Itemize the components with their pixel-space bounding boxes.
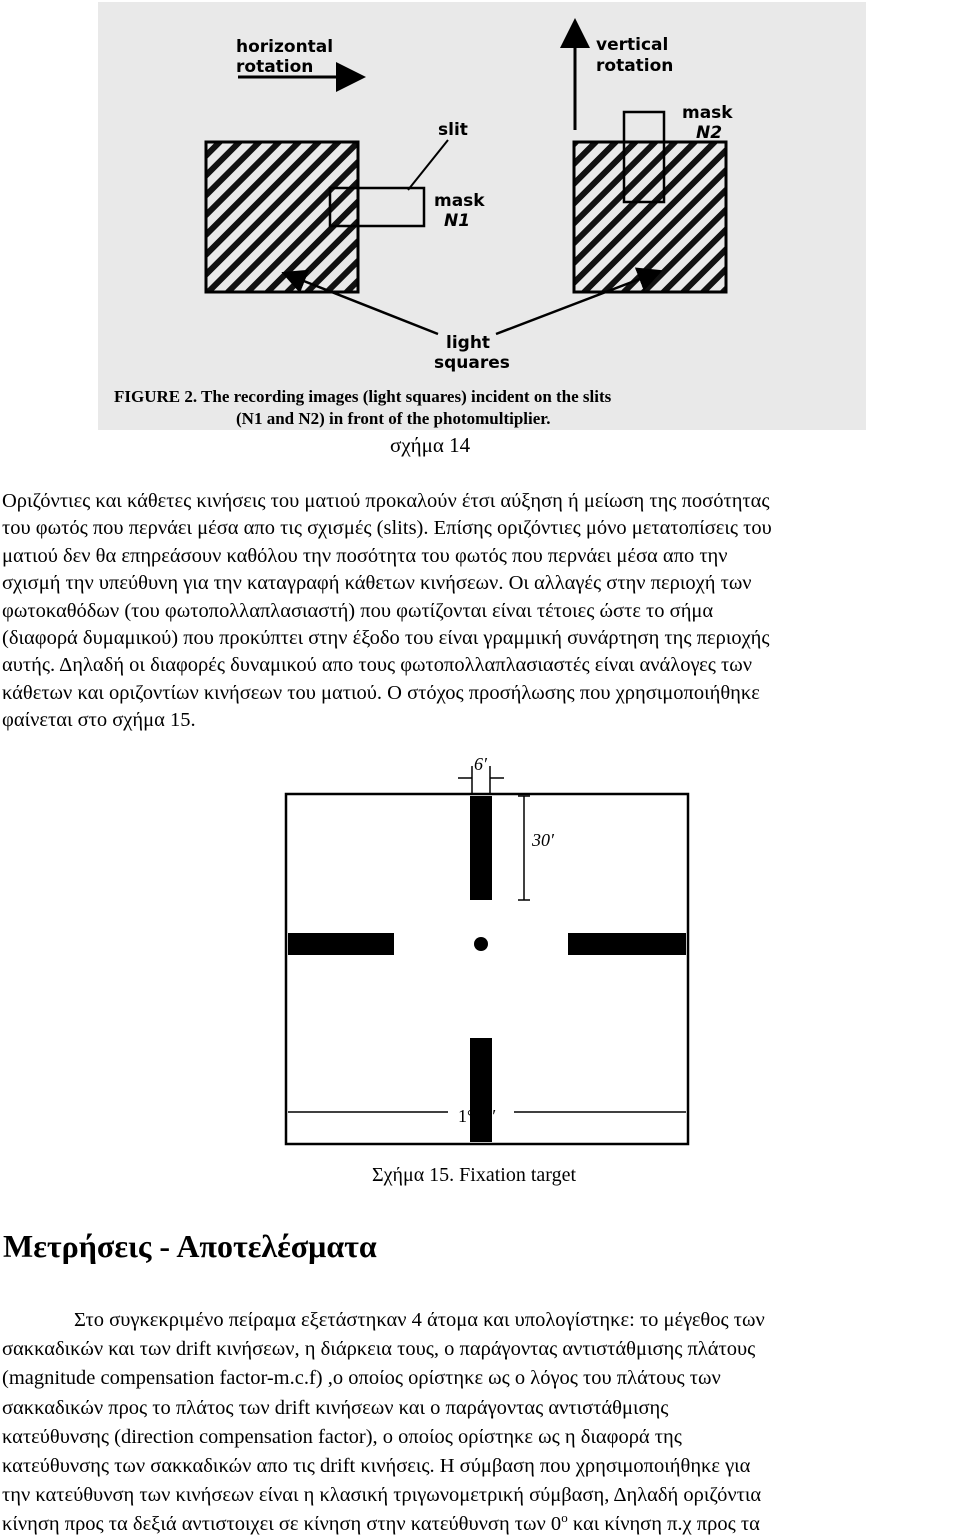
figure-14-caption: σχήμα 14 <box>390 433 471 457</box>
bar-bottom <box>470 1038 492 1142</box>
paragraph-1-line: (διαφορά δυμαμικού) που προκύπτει στην έξοδο του είναι γραμμική συνάρτηση της περιοχής <box>2 627 770 650</box>
paragraph-1-line: αυτής. Δηλαδή οι διαφορές δυναμικού απο τους φωτοπολλαπλασιαστές είναι ανάλογες των <box>2 654 753 677</box>
bar-right <box>568 933 686 955</box>
slit-label: slit <box>438 120 468 140</box>
paragraph-1-line: ματιού δεν θα επηρεάσουν καθόλου την ποσότητα του φωτός που περνάει μέσα απο την <box>2 544 728 567</box>
bar-top <box>470 796 492 900</box>
bar-left <box>288 933 394 955</box>
figure-2-caption-line-2: (N1 and N2) in front of the photomultiplier. <box>236 409 551 428</box>
paragraph-2-line: Στο συγκεκριμένο πείραμα εξετάστηκαν 4 άτομα και υπολογίστηκε: το μέγεθος των <box>74 1309 765 1331</box>
paragraph-2 <box>2 1306 958 1540</box>
light-squares-label-1: light <box>446 333 491 353</box>
figure-15-caption: Σχήμα 15. Fixation target <box>372 1164 577 1186</box>
paragraph-1 <box>2 488 958 735</box>
paragraph-2-line: (magnitude compensation factor-m.c.f) ,ο οποίος ορίστηκε ως ο λόγος του πλάτους των <box>2 1367 721 1390</box>
horizontal-rotation-label-1: horizontal <box>236 37 334 57</box>
last-line-end: και κίνηση π.χ προς τα <box>567 1513 760 1536</box>
paragraph-1-line: φαίνεται στο σχήμα 15. <box>2 709 196 732</box>
paragraph-2-line: κατεύθυνσης (direction compensation factor), ο οποίος ορίστηκε ως η διαφορά της <box>2 1425 682 1448</box>
span-dimension-label: 1°40′ <box>458 1106 497 1126</box>
paragraph-1-line: Οριζόντιες και κάθετες κινήσεις του ματιού προκαλούν έτσι αύξηση ή μείωση της ποσότητας <box>2 490 770 512</box>
paragraph-1-line: κάθετων και οριζοντίων κινήσεων του ματιού. Ο στόχος προσήλωσης που χρησιμοποιήθηκε <box>2 681 760 704</box>
vertical-rotation-label-2: rotation <box>596 56 674 76</box>
width-dimension-label: 6′ <box>474 754 487 774</box>
light-squares-arrow-left <box>286 274 438 334</box>
paragraph-2-line: σακκαδικών και των drift κινήσεων, η διάρκεια τους, ο παράγοντας αντιστάθμισης πλάτους <box>2 1338 756 1361</box>
mask-n2-label-1: mask <box>682 103 733 123</box>
paragraph-1-line: σχισμή την υπεύθυνη για την καταγραφή κάθετων κινήσεων. Οι αλλαγές στην περιοχή των <box>2 572 752 595</box>
light-square-right <box>574 142 726 292</box>
figure-15-image <box>262 748 708 1156</box>
last-line-start: κίνηση προς τα δεξιά αντιστοιχει σε κίνηση στην κατεύθυνση των 0 <box>2 1513 562 1536</box>
vertical-rotation-label-1: vertical <box>596 35 669 55</box>
horizontal-rotation-label-2: rotation <box>236 57 314 77</box>
center-dot <box>474 937 488 951</box>
slit-pointer <box>408 140 448 190</box>
light-squares-label-2: squares <box>434 353 510 373</box>
mask-n1-label-1: mask <box>434 191 485 211</box>
length-dimension-label: 30′ <box>532 830 554 850</box>
paragraph-2-line: κατεύθυνσης των σακκαδικών απο τις drift κινήσεις. Η σύμβαση που χρησιμοποιήθηκε για <box>2 1455 751 1478</box>
paragraph-1-line: του φωτός που περνάει μέσα απο τις σχισμές (slits). Επίσης οριζόντιες μόνο μετατοπίσεις του <box>2 517 772 540</box>
paragraph-2-line: σακκαδικών προς το πλάτος των drift κινήσεων και ο παράγοντας αντιστάθμισης <box>2 1396 669 1419</box>
figure-2-caption-line-1: FIGURE 2. The recording images (light squares) incident on the slits <box>114 387 612 406</box>
paragraph-1-line: φωτοκαθόδων (του φωτοπολλαπλασιαστή) που φωτίζονται είναι τέτοιες ώστε το σήμα <box>2 599 714 622</box>
mask-n1-label-2: N1 <box>444 211 471 231</box>
paragraph-2-line: την κατεύθυνση των κινήσεων είναι η κλασική τριγωνομετρική σύμβαση, Δηλαδή οριζόντια <box>2 1484 762 1507</box>
mask-n2-label-2: N2 <box>696 123 723 143</box>
paragraph-2-last-line <box>2 1510 958 1539</box>
figure-14-image <box>98 2 866 430</box>
degree-superscript: ο <box>561 1510 568 1526</box>
light-square-left <box>206 142 358 292</box>
section-heading: Μετρήσεις - Αποτελέσματα <box>3 1228 377 1264</box>
